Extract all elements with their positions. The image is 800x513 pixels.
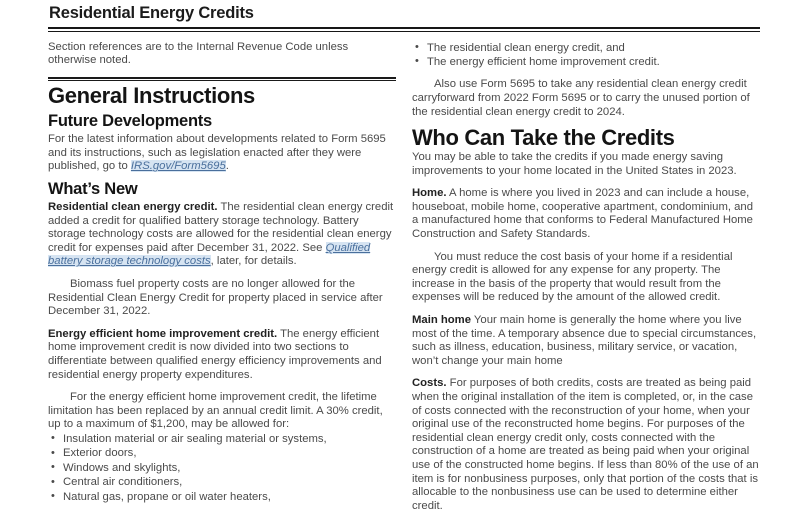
home-definition-paragraph [412,187,760,241]
list-item: • Central air conditioners, [48,475,396,489]
future-developments-paragraph [48,133,396,174]
two-column-body [40,41,760,513]
main-home-paragraph [412,314,760,368]
runin-costs: Costs. [412,377,447,389]
costs-text: For purposes of both credits, costs are treated as being paid when the original installation of the item is completed, or, in the case of costs connected with the reconstruction of your home, when your original use of the reconstructed home begins. For purposes of the residential clean energy credit only, costs connected with the construction of a home are treated as being paid when your original use of the constructed home begins. If less than 80% of the use of an item is for nonbusiness purposes, only that portion of the costs that is allocable to the nonbusiness use can be used to determine either credit. [412,377,759,511]
future-developments-text-after-link: . [226,160,229,172]
left-column [48,41,396,513]
irs-form5695-link[interactable]: IRS.gov/Form5695 [131,160,226,172]
heading-future-developments: Future Developments [48,111,396,131]
document-masthead [40,0,760,32]
heading-who-can-take-the-credits: Who Can Take the Credits [412,119,760,151]
energy-efficient-home-improvement-text: The energy efficient home improvement credit is now divided into two sections to differentiate between qualified energy efficiency improvements and residential energy property expenditures. [48,328,382,381]
list-item: • Windows and skylights, [48,461,396,475]
main-home-text: Your main home is generally the home where you live most of the time. A temporary absence due to special circumstances, such as illness, education, business, military service, or vacation, won’t change your main home [412,314,756,367]
runin-main-home: Main home [412,314,471,326]
runin-energy-efficient-home-improvement-credit: Energy efficient home improvement credit. [48,328,277,340]
who-can-take-intro-paragraph: You may be able to take the credits if you made energy saving improvements to your home located in the United States in 2023. [412,151,760,178]
costs-paragraph [412,377,760,513]
list-item: • Natural gas, propane or oil water heaters, [48,490,396,504]
residential-clean-energy-credit-text-after-link: , later, for details. [211,255,297,267]
energy-efficient-home-improvement-paragraph [48,328,396,382]
masthead-divider [48,27,760,32]
runin-residential-clean-energy-credit: Residential clean energy credit. [48,201,218,213]
heading-general-instructions: General Instructions [48,81,396,109]
list-item: • Exterior doors, [48,446,396,460]
list-item: • The energy efficient home improvement credit. [412,55,760,69]
biomass-fuel-paragraph: Biomass fuel property costs are no longer allowed for the Residential Clean Energy Credit for property placed in service after December 31, 2022. [48,278,396,319]
list-item: • The residential clean energy credit, and [412,41,760,55]
credits-list [412,41,760,70]
page-title: Residential Energy Credits [48,4,752,23]
qualified-battery-storage-costs-link[interactable]: Qualified battery storage technology costs [48,242,370,268]
residential-clean-energy-credit-text-before-link: The residential clean energy credit added a credit for qualified battery storage technology. Battery storage technology costs are allowed for the residential clean energy credit for expenses paid after December 31, 2022. See [48,201,393,254]
also-use-form-paragraph: Also use Form 5695 to take any residential clean energy credit carryforward from 2022 Form 5695 or to carry the unused portion of the residential clean energy credit to 2024. [412,78,760,119]
qualified-improvements-list [48,432,396,504]
cost-basis-paragraph: You must reduce the cost basis of your home if a residential energy credit is allowed for any expense for any property. The increase in the basis of the property that would result from the expenses will be reduced by the amount of the allowed credit. [412,251,760,305]
future-developments-text-before-link: For the latest information about developments related to Form 5695 and its instructions, such as legislation enacted after they were published, go to [48,133,386,172]
runin-home: Home. [412,187,447,199]
right-column [412,41,760,513]
home-definition-text: A home is where you lived in 2023 and can include a house, houseboat, mobile home, cooperative apartment, condominium, and a manufactured home that conforms to Federal Manufactured Home Construction and Safety Standards. [412,187,753,240]
heading-whats-new: What’s New [48,179,396,199]
annual-credit-limit-paragraph: For the energy efficient home improvement credit, the lifetime limitation has been replaced by an annual credit limit. A 30% credit, up to a maximum of $1,200, may be allowed for: [48,391,396,432]
list-item: • Insulation material or air sealing material or systems, [48,432,396,446]
residential-clean-energy-credit-paragraph [48,201,396,269]
section-references-text: Section references are to the Internal Revenue Code unless otherwise noted. [48,41,396,68]
